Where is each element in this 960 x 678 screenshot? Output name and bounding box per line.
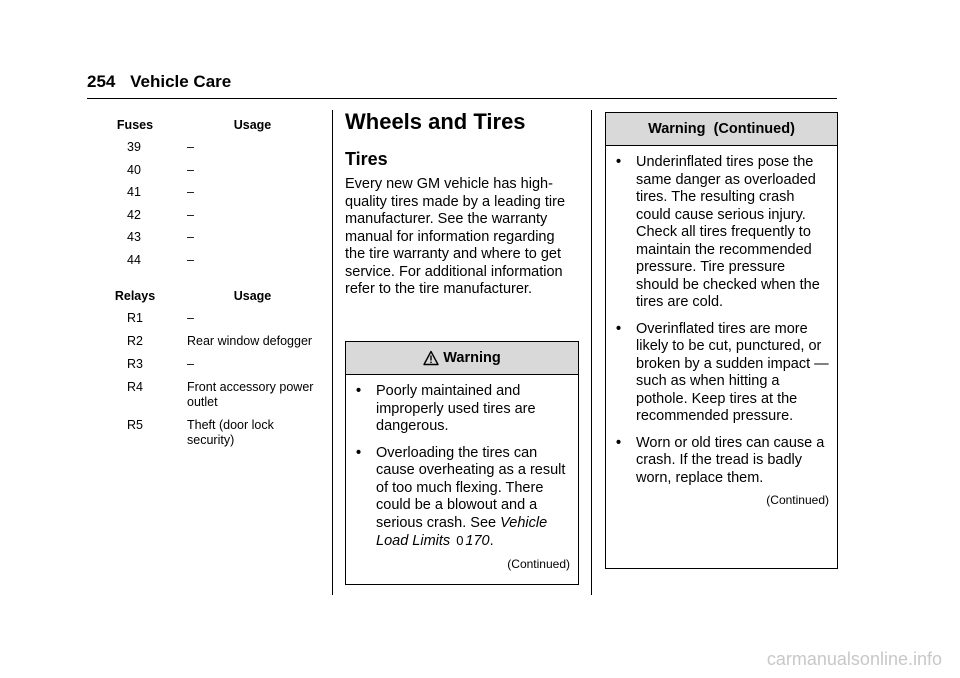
warning-continued-box [605, 112, 838, 569]
table-cell-id: 44 [127, 252, 141, 267]
usage-column-header: Usage [233, 118, 272, 132]
table-row [100, 357, 322, 372]
table-cell-id: R3 [127, 357, 143, 371]
bullet: • [356, 383, 362, 399]
table-row [100, 140, 322, 155]
page-title: Vehicle Care [130, 72, 232, 91]
table-cell-id: R5 [127, 418, 143, 432]
continued-label: (Continued) [766, 493, 829, 507]
table-row [100, 334, 322, 349]
table-cell-usage: – [187, 207, 194, 222]
table-cell-id: 40 [127, 162, 141, 177]
table-cell-id: R4 [127, 380, 143, 394]
column-divider-left [332, 110, 333, 595]
page-number: 254 [87, 72, 116, 91]
fuses-column-header: Fuses [116, 118, 154, 132]
relays-column-header: Relays [114, 289, 156, 303]
warning-heading: Warning (Continued) [648, 121, 795, 137]
table-row [100, 253, 322, 268]
list-item [614, 321, 829, 426]
bullet: • [616, 154, 622, 170]
fuse-table-header [100, 118, 322, 140]
warning-box [345, 341, 579, 585]
warning-header [606, 113, 837, 146]
sentence-end: . [489, 533, 494, 549]
table-cell-id: 39 [127, 140, 141, 154]
table-cell-usage: Theft (door lock security) [187, 418, 274, 447]
usage-column-header: Usage [233, 289, 272, 303]
relay-table-header [100, 289, 322, 311]
table-cell-usage: – [187, 252, 194, 267]
table-cell-usage: – [187, 162, 194, 177]
relay-table [100, 289, 322, 456]
list-item [614, 154, 829, 312]
table-row [100, 418, 322, 448]
list-item [354, 445, 570, 551]
bullet: • [616, 434, 622, 451]
table-cell-id: 41 [127, 185, 141, 200]
table-cell-usage: – [187, 357, 194, 371]
continued-label: (Continued) [507, 556, 570, 571]
table-cell-usage: – [187, 311, 194, 325]
header-rule [87, 98, 837, 99]
table-cell-usage: – [187, 185, 194, 200]
table-row [100, 230, 322, 245]
table-cell-usage: Front accessory power outlet [187, 380, 314, 409]
table-cell-usage: Rear window defogger [187, 334, 313, 348]
table-cell-id: R2 [127, 334, 143, 348]
bullet: • [356, 444, 362, 461]
table-row [100, 311, 322, 326]
warning-header [346, 342, 578, 375]
list-item [354, 383, 570, 436]
warning-item-text: Poorly maintained and improperly used tires are dangerous. [376, 383, 536, 434]
table-row [100, 208, 322, 223]
page-ref-arrow-icon: 0 [456, 533, 464, 548]
cross-reference-page[interactable]: 170 [465, 533, 490, 549]
warning-heading: Warning [443, 350, 501, 366]
table-cell-id: 43 [127, 230, 141, 245]
warning-item-text [376, 445, 570, 551]
warning-item-text: Overinflated tires are more likely to be cut, punctured, or broken by a sudden impact — such as when hitting a pothole. Keep tires at the recommended pressure. [636, 320, 829, 424]
table-row [100, 163, 322, 178]
page-header [87, 72, 231, 92]
bullet: • [616, 320, 622, 337]
warning-item-text: Underinflated tires pose the same danger as overloaded tires. The resulting crash could cause serious injury. Check all tires frequently to maintain the recommended pressure. Tire pressure should be checked when the tires are cold. [636, 154, 820, 310]
column-divider-right [591, 110, 592, 595]
watermark: carmanualsonline.info [766, 649, 942, 669]
cross-reference-link[interactable]: Vehicle Load Limits [376, 514, 548, 549]
warning-item-text-part: Overloading the tires can cause overheating as a result of too much flexing. There could be a blowout and a serious crash. See [376, 444, 566, 531]
table-cell-usage: – [187, 230, 194, 245]
table-cell-usage: – [187, 140, 194, 154]
warning-triangle-icon [423, 350, 439, 366]
tires-intro-paragraph: Every new GM vehicle has high-quality tires made by a leading tire manufacturer. See the warranty manual for information regarding the tire warranty and where to get service. For additional information refer to the tire manufacturer. [345, 176, 566, 297]
subsection-title: Tires [345, 149, 388, 169]
fuse-table [100, 118, 322, 276]
table-row [100, 380, 322, 410]
warning-item-text: Worn or old tires can cause a crash. If the tread is badly worn, replace them. [636, 434, 825, 486]
list-item [614, 435, 829, 488]
section-title: Wheels and Tires [345, 109, 526, 134]
table-cell-id: R1 [127, 311, 143, 325]
table-row [100, 185, 322, 200]
table-cell-id: 42 [127, 207, 141, 222]
